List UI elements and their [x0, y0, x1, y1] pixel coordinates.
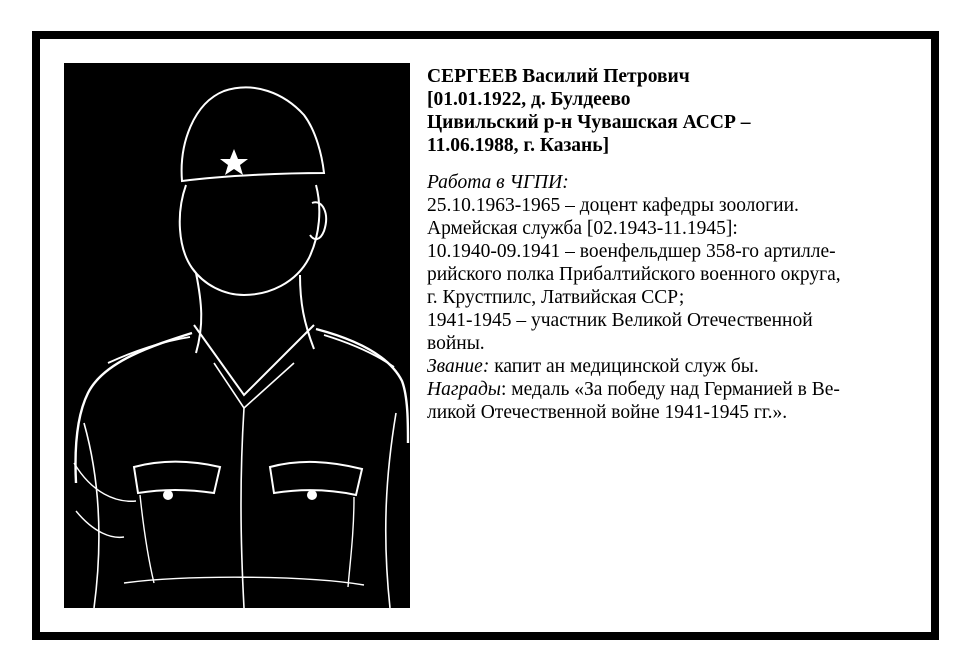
person-name: СЕРГЕЕВ Василий Петрович: [427, 66, 690, 87]
spacer: [427, 157, 917, 171]
biography-text: [427, 65, 917, 424]
awards-line: [427, 378, 917, 401]
work-line: г. Крустпилс, Латвийская ССР;: [427, 287, 685, 308]
card-frame: [32, 31, 939, 640]
bio-line: 11.06.1988, г. Казань]: [427, 135, 610, 156]
awards-label: Награды: [427, 379, 502, 400]
bio-line: [01.01.1922, д. Булдеево: [427, 89, 631, 110]
rank-line: [427, 355, 917, 378]
awards-continuation: ликой Отечественной войне 1941-1945 гг.».: [427, 402, 788, 423]
work-line: 25.10.1963-1965 – доцент кафедры зоологии.: [427, 195, 799, 216]
awards-value: : медаль «За победу над Германией в Ве-: [501, 379, 840, 400]
rank-value: капит ан медицинской служ бы.: [489, 356, 759, 377]
work-line: 10.1940-09.1941 – военфельдшер 358-го артилле-: [427, 241, 836, 262]
work-line: 1941-1945 – участник Великой Отечественной: [427, 310, 813, 331]
soldier-silhouette-icon: [64, 63, 410, 608]
bio-line: Цивильский р-н Чувашская АССР –: [427, 112, 751, 133]
work-line: войны.: [427, 333, 485, 354]
work-label: Работа в ЧГПИ:: [427, 172, 569, 193]
work-line: рийского полка Прибалтийского военного округа,: [427, 264, 841, 285]
work-line: Армейская служба [02.1943-11.1945]:: [427, 218, 738, 239]
rank-label: Звание:: [427, 356, 490, 377]
